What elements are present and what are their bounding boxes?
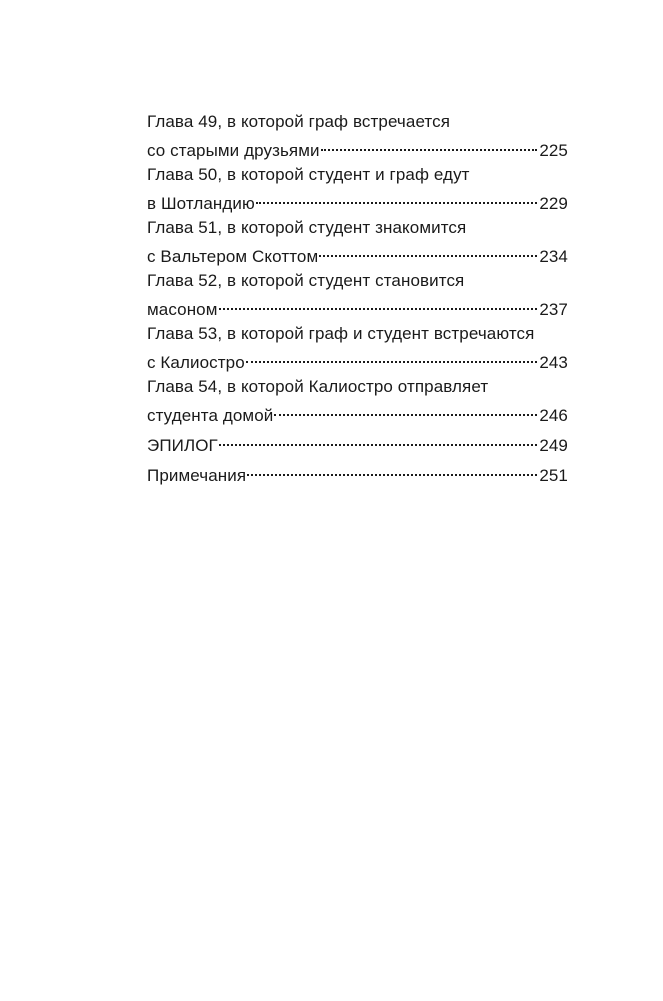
toc-entry-chapter-52[interactable] (147, 269, 568, 321)
toc-entry-epilogue[interactable] (147, 428, 568, 457)
dot-leader (256, 186, 537, 209)
toc-entry-title: Примечания (147, 466, 247, 485)
toc-entry-title-continuation: со старыми друзьями (147, 141, 320, 160)
toc-page-number: 237 (539, 300, 568, 319)
toc-entry-title-continuation: с Вальтером Скоттом (147, 247, 319, 266)
toc-entry-chapter-53[interactable] (147, 322, 568, 374)
toc-entry-chapter-54[interactable] (147, 375, 568, 427)
dot-leader (321, 133, 538, 156)
dot-leader (219, 428, 537, 451)
toc-page-number: 225 (539, 141, 568, 160)
toc-entry-title-line: Глава 52, в которой студент становится (147, 271, 465, 290)
dot-leader (246, 345, 538, 368)
toc-page-number: 249 (539, 436, 568, 455)
toc-entry-title-continuation: масоном (147, 300, 218, 319)
toc-entry-title-continuation: студента домой (147, 406, 274, 425)
toc-entry-title: ЭПИЛОГ (147, 436, 218, 455)
toc-entry-title-line: Глава 51, в которой студент знакомится (147, 218, 467, 237)
toc-page-number: 234 (539, 247, 568, 266)
dot-leader (319, 239, 537, 262)
table-of-contents (147, 110, 568, 488)
toc-page-number: 243 (539, 353, 568, 372)
dot-leader (247, 458, 537, 481)
dot-leader (219, 292, 538, 315)
toc-entry-notes[interactable] (147, 458, 568, 487)
dot-leader (274, 398, 537, 421)
toc-entry-chapter-50[interactable] (147, 163, 568, 215)
toc-entry-title-line: Глава 53, в которой граф и студент встречаются (147, 324, 535, 343)
toc-entry-title-continuation: с Калиостро (147, 353, 245, 372)
toc-entry-title-line: Глава 49, в которой граф встречается (147, 112, 451, 131)
toc-entry-title-line: Глава 54, в которой Калиостро отправляет (147, 377, 489, 396)
toc-entry-chapter-49[interactable] (147, 110, 568, 162)
toc-page-number: 246 (539, 406, 568, 425)
toc-entry-chapter-51[interactable] (147, 216, 568, 268)
toc-page-number: 229 (539, 194, 568, 213)
toc-page-number: 251 (539, 466, 568, 485)
toc-entry-title-continuation: в Шотландию (147, 194, 255, 213)
toc-entry-title-line: Глава 50, в которой студент и граф едут (147, 165, 470, 184)
